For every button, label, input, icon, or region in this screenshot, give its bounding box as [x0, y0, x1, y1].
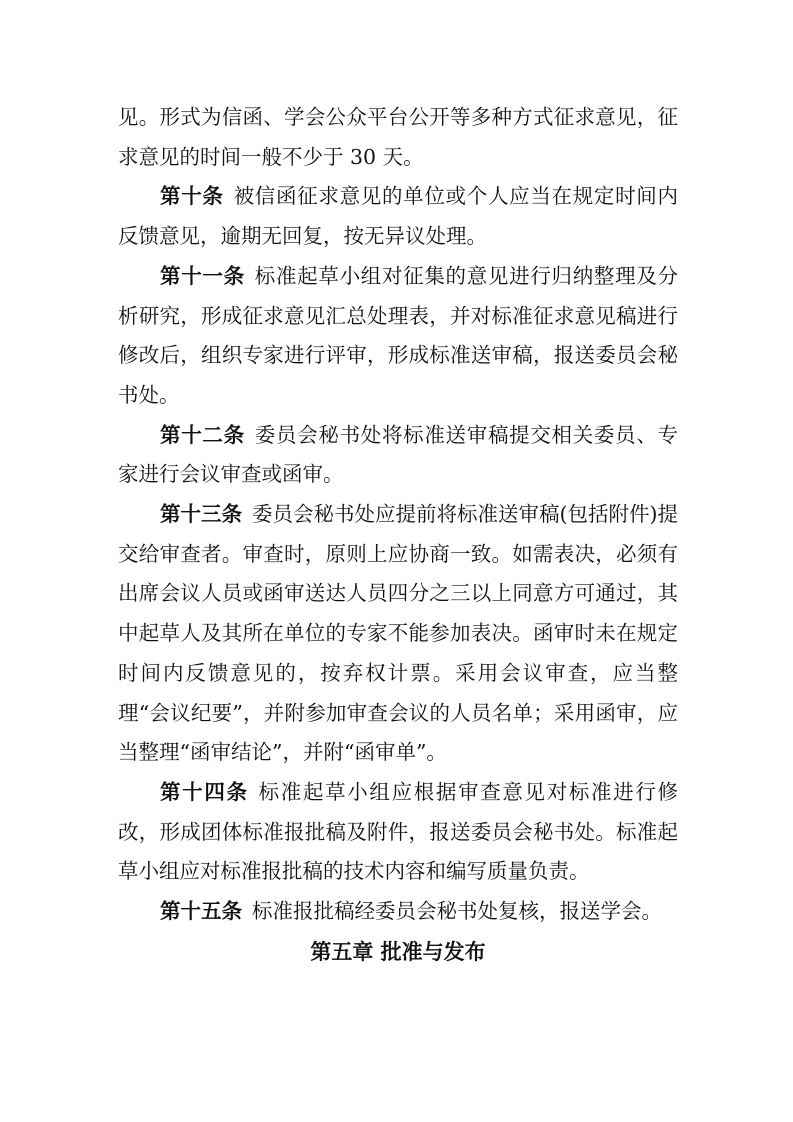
- article-13: [118, 495, 678, 773]
- chapter-title: 第五章 批准与发布: [310, 939, 486, 964]
- article-10: [118, 177, 678, 256]
- article-12: [118, 416, 678, 495]
- article-14-text: 标准起草小组应根据审查意见对标准进行修改，形成团体标准报批稿及附件，报送委员会秘书处。标准起草小组应对标准报批稿的技术内容和编写质量负责。: [118, 779, 679, 884]
- article-12-text: 委员会秘书处将标准送审稿提交相关委员、专家进行会议审查或函审。: [118, 422, 679, 487]
- continuation-text: 见。形式为信函、学会公众平台公开等多种方式征求意见，征求意见的时间一般不少于 30 天。: [118, 105, 678, 169]
- article-13-label: 第十三条: [160, 502, 242, 527]
- article-11-text: 标准起草小组对征集的意见进行归纳整理及分析研究，形成征求意见汇总处理表，并对标准征求意见稿进行修改后，组织专家进行评审，形成标准送审稿，报送委员会秘书处。: [118, 263, 679, 407]
- article-14-label: 第十四条: [160, 779, 249, 804]
- article-10-text: 被信函征求意见的单位或个人应当在规定时间内反馈意见，逾期无回复，按无异议处理。: [118, 184, 679, 249]
- article-11: [118, 257, 678, 416]
- article-14: [118, 773, 678, 892]
- continuation-paragraph: [118, 98, 678, 177]
- article-15-label: 第十五条: [160, 899, 242, 924]
- article-10-label: 第十条: [160, 184, 224, 209]
- article-13-text: 委员会秘书处应提前将标准送审稿(包括附件)提交给审查者。审查时，原则上应协商一致。如需表决，必须有出席会议人员或函审送达人员四分之三以上同意方可通过，其中起草人及其所在单位的专家不能参加表决。函审时未在规定时间内反馈意见的，按弃权计票。采用会议审查，应当整理“会议纪要”，并附参加审查会议的人员名单；采用函审，应当整理“函审结论”，并附“函审单”。: [118, 502, 678, 765]
- article-11-label: 第十一条: [160, 263, 245, 288]
- article-15-text: 标准报批稿经委员会秘书处复核，报送学会。: [252, 899, 662, 924]
- article-15: [118, 892, 678, 932]
- document-body: [118, 98, 678, 973]
- article-12-label: 第十二条: [160, 422, 245, 447]
